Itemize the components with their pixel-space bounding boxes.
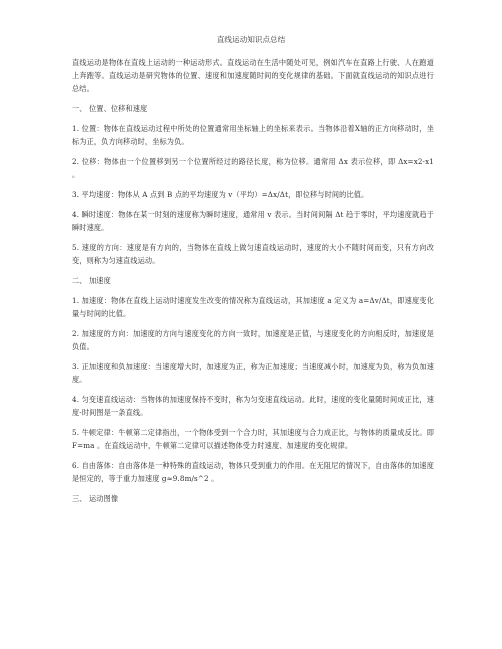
section-item: 1. 位置：物体在直线运动过程中所处的位置通常用坐标轴上的坐标来表示。当物体沿着X轴的正方向移动时，坐标为正，负方向移动时，坐标为负。 bbox=[72, 124, 434, 147]
section-item: 2. 位移：物体由一个位置移到另一个位置所经过的路径长度，称为位移。通常用 Δx 表示位移，即 Δx=x2-x1 。 bbox=[72, 157, 434, 180]
section-heading: 二、 加速度 bbox=[72, 275, 111, 285]
section-heading: 三、 运动图像 bbox=[72, 493, 119, 503]
section-item: 3. 平均速度：物体从 A 点到 B 点的平均速度为 v（平均）=Δx/Δt，即位移与时间的比值。 bbox=[72, 190, 369, 199]
section-item: 4. 匀变速直线运动：当物体的加速度保持不变时，称为匀变速直线运动。此时，速度的变化量随时间成正比，速度-时间图是一条直线。 bbox=[72, 394, 434, 417]
section-item: 3. 正加速度和负加速度：当速度增大时，加速度为正，称为正加速度；当速度减小时，加速度为负，称为负加速度。 bbox=[72, 361, 434, 384]
section-item: 4. 瞬时速度：物体在某一时刻的速度称为瞬时速度，通常用 v 表示。当时间间隔 Δt 趋于零时，平均速度就趋于瞬时速度。 bbox=[72, 209, 434, 232]
document-body bbox=[72, 56, 434, 511]
section-item: 5. 速度的方向：速度是有方向的，当物体在直线上做匀速直线运动时，速度的大小不随时间而变，只有方向改变，则称为匀速直线运动。 bbox=[72, 242, 434, 265]
section-item: 5. 牛顿定律：牛顿第二定律指出，一个物体受到一个合力时，其加速度与合力成正比，与物体的质量成反比。即 F=ma 。在直线运动中，牛顿第二定律可以描述物体受力时速度、加速度的变化规律。 bbox=[72, 427, 434, 450]
section-item: 2. 加速度的方向：加速度的方向与速度变化的方向一致时，加速度是正值，与速度变化的方向相反时，加速度是负值。 bbox=[72, 328, 434, 351]
section-item: 6. 自由落体：自由落体是一种特殊的直线运动，物体只受到重力的作用。在无阻尼的情况下，自由落体的加速度是恒定的，等于重力加速度 g≈9.8m/s^2 。 bbox=[72, 460, 434, 483]
section-heading: 一、 位置、位移和速度 bbox=[72, 104, 148, 114]
document-title: 直线运动知识点总结 bbox=[216, 35, 286, 44]
section-item: 1. 加速度：物体在直线上运动时速度发生改变的情况称为直线运动，其加速度 a 定义为 a=Δv/Δt，即速度变化量与时间的比值。 bbox=[72, 295, 434, 318]
intro-paragraph: 直线运动是物体在直线上运动的一种运动形式。直线运动在生活中随处可见，例如汽车在直路上行驶、人在跑道上奔跑等。直线运动是研究物体的位置、速度和加速度随时间的变化规律的基础。下面就直线运动的知识点进行总结。 bbox=[72, 58, 434, 94]
